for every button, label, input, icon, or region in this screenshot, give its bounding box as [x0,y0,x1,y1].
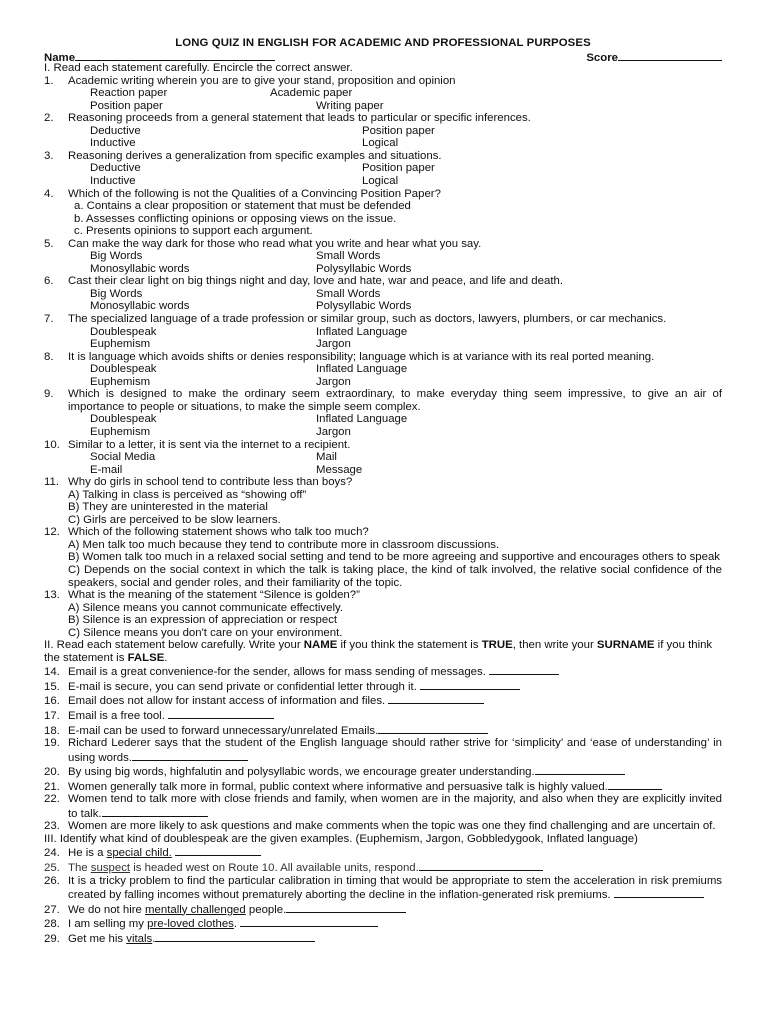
q5-option-a[interactable]: Big Words [90,250,143,263]
q13-number: 13. [44,589,60,602]
q1-option-a[interactable]: Reaction paper [90,87,168,100]
question-7 [44,313,722,326]
q29-text-pre: Get me his [68,932,127,945]
name-score-row [44,50,722,63]
q9-options-row-1 [44,413,722,426]
question-3 [44,150,722,163]
question-2 [44,112,722,125]
name-blank[interactable] [75,50,275,61]
q25-answer-blank[interactable] [419,860,543,871]
q7-option-b[interactable]: Inflated Language [316,325,408,338]
q2-number: 2. [44,112,54,125]
q8-number: 8. [44,350,54,363]
question-11 [44,476,722,489]
question-10 [44,439,722,452]
q10-option-b[interactable]: Mail [316,451,337,464]
q12-option-a[interactable]: A) Men talk too much because they tend to contribute more in classroom discussions. [68,538,500,551]
part2-instruction-surname: SURNAME [596,639,655,652]
q5-options-row-1 [44,250,722,263]
q3-option-b[interactable]: Position paper [362,162,435,175]
q9-option-d[interactable]: Jargon [316,425,351,438]
q10-option-d[interactable]: Message [316,463,363,476]
question-19 [44,737,722,764]
q11-option-a[interactable]: A) Talking in class is perceived as “showing off” [68,488,307,501]
q9-number: 9. [44,388,54,401]
q25-text-post: is headed west on Route 10. All available units, respond. [130,862,419,874]
q8-option-c[interactable]: Euphemism [90,375,151,388]
q21-answer-blank[interactable] [608,779,662,790]
q13-option-c[interactable]: C) Silence means you don't care on your environment. [68,626,343,639]
q13-option-b[interactable]: B) Silence is an expression of appreciation or respect [68,614,338,627]
q4-option-a[interactable]: a. Contains a clear proposition or statement that must be defended [74,200,411,213]
q7-text: The specialized language of a trade profession or similar group, such as doctors, lawyers, plumbers, or car mechanics. [68,313,667,326]
q7-options-row-2 [44,338,722,351]
q6-text: Cast their clear light on big things night and day, love and hate, war and peace, and life and death. [68,275,563,288]
q1-option-b[interactable]: Academic paper [270,87,353,100]
part2-instruction [44,639,722,664]
q3-option-c[interactable]: Inductive [90,175,136,188]
question-21 [44,779,722,794]
q5-number: 5. [44,237,54,250]
q16-text: Email does not allow for instant access of information and files. [68,695,386,708]
question-18 [44,723,722,738]
quiz-title: LONG QUIZ IN ENGLISH FOR ACADEMIC AND PROFESSIONAL PURPOSES [175,37,591,49]
q24-text-pre: He is a [68,847,107,860]
q22-text: Women tend to talk more with close friends and family, when women are in the majority, and also when they are explicitly invited to talk. [68,793,722,820]
question-6 [44,275,722,288]
q19-answer-blank[interactable] [132,750,248,761]
q28-text-pre: I am selling my [68,918,148,931]
q24-underlined: special child. [106,847,172,860]
q21-number: 21. [44,780,60,793]
question-8 [44,351,722,364]
q12-text: Which of the following statement shows who talk too much? [68,526,369,539]
q5-options-row-2 [44,263,722,276]
q25-text-pre: The [68,862,91,874]
q25-number: 25. [44,862,60,874]
question-16 [44,693,722,708]
q20-text: By using big words, highfalutin and polysyllabic words, we encourage greater understanding. [68,766,535,779]
q21-text: Women generally talk more in formal, public context where informative and persuasive talk is highly valued. [68,780,608,793]
q3-options-row-2 [44,175,722,188]
q9-options-row-2 [44,426,722,439]
q20-answer-blank[interactable] [535,764,625,775]
question-12 [44,526,722,539]
part2-instruction-text-3: , then write your [512,639,597,652]
q17-answer-blank[interactable] [168,708,274,719]
score-blank[interactable] [618,50,722,61]
question-13 [44,589,722,602]
q2-options-row-1 [44,125,722,138]
part1-instruction: I. Read each statement carefully. Encircle the correct answer. [44,62,353,75]
question-4 [44,188,722,201]
question-17 [44,708,722,723]
part2-instruction-true: TRUE [481,639,513,652]
q5-option-d[interactable]: Polysyllabic Words [316,262,412,275]
q29-underlined: vitals [126,932,153,945]
q26-text: It is a tricky problem to find the particular calibration in timing that would be appropriate to stem the acceleration in risk premiums created by falling incomes without prematurely aborting the decline in the inflation-generated risk premiums. [68,874,722,902]
q5-option-b[interactable]: Small Words [316,250,381,263]
q3-number: 3. [44,149,54,162]
q3-text: Reasoning derives a generalization from specific examples and situations. [68,149,442,162]
q8-options-row-2 [44,376,722,389]
q24-number: 24. [44,847,60,860]
q15-answer-blank[interactable] [420,679,520,690]
q19-text: Richard Lederer says that the student of the English language should rather strive for ‘simplicity’ and ‘ease of understanding’ in using words. [68,737,722,764]
q28-underlined: pre-loved clothes [147,918,234,931]
part2-instruction-text-4: if you think the statement is [44,639,713,664]
q28-answer-blank[interactable] [240,916,378,927]
q2-option-a[interactable]: Deductive [90,124,141,137]
quiz-page [44,37,722,945]
q23-number: 23. [44,820,60,833]
question-23 [44,820,722,833]
q7-option-c[interactable]: Euphemism [90,338,151,351]
q18-number: 18. [44,724,60,737]
q29-number: 29. [44,932,60,945]
q27-text-post: people. [245,903,287,916]
q18-text: E-mail can be used to forward unnecessary/unrelated Emails. [68,724,379,737]
q14-text: Email is a great convenience-for the sender, allows for mass sending of messages. [68,666,486,679]
question-1 [44,75,722,88]
q26-answer-blank[interactable] [614,887,704,898]
q12-number: 12. [44,526,60,539]
q27-underlined: mentally challenged [145,903,246,916]
q8-option-a[interactable]: Doublespeak [90,363,157,376]
q2-options-row-2 [44,137,722,150]
q17-number: 17. [44,709,60,722]
part2-instruction-name: NAME [303,639,338,652]
q10-option-c[interactable]: E-mail [90,463,123,476]
q1-options-row-1 [44,87,722,100]
q8-options-row-1 [44,363,722,376]
q28-text-post: . [233,918,238,931]
q1-option-d[interactable]: Writing paper [316,99,384,112]
q13-text: What is the meaning of the statement “Silence is golden?” [68,589,360,602]
q11-option-b[interactable]: B) They are uninterested in the material [68,501,268,514]
q1-text: Academic writing wherein you are to give your stand, proposition and opinion [68,74,456,87]
q7-options-row-1 [44,326,722,339]
q6-number: 6. [44,275,54,288]
q19-number: 19. [44,737,60,750]
q27-text-pre: We do not hire [68,903,146,916]
q9-option-b[interactable]: Inflated Language [316,413,408,426]
q3-option-d[interactable]: Logical [362,175,399,188]
q29-text-post: . [152,932,156,945]
q24-answer-blank[interactable] [175,845,261,856]
q8-option-d[interactable]: Jargon [316,375,351,388]
q6-option-b[interactable]: Small Words [316,287,381,300]
part2-instruction-false: FALSE [127,651,165,664]
q22-answer-blank[interactable] [102,806,208,817]
part2-instruction-text-2: if you think the statement is [337,639,482,652]
q2-option-b[interactable]: Position paper [362,124,435,137]
q4-option-c[interactable]: c. Presents opinions to support each argument. [74,225,313,238]
q2-text: Reasoning proceeds from a general statement that leads to particular or specific inferences. [68,112,531,125]
part3-instruction: III. Identify what kind of doublespeak are the given examples. (Euphemism, Jargon, Gobbledygook, Inflated language) [44,832,638,845]
question-27 [44,902,722,917]
q10-option-a[interactable]: Social Media [90,451,156,464]
question-20 [44,764,722,779]
q4-text: Which of the following is not the Qualities of a Convincing Position Paper? [68,187,441,200]
q16-answer-blank[interactable] [388,693,484,704]
q4-number: 4. [44,187,54,200]
part2-instruction-text-5: . [164,651,168,664]
question-25 [44,860,722,875]
question-28 [44,916,722,931]
q6-option-a[interactable]: Big Words [90,287,143,300]
q14-number: 14. [44,666,60,679]
score-label: Score [586,51,618,64]
q7-option-a[interactable]: Doublespeak [90,325,157,338]
question-5 [44,238,722,251]
part2-instruction-text-1: II. Read each statement below carefully. Write your [44,639,304,652]
q18-answer-blank[interactable] [378,723,488,734]
question-9 [44,388,722,413]
q7-option-d[interactable]: Jargon [316,338,351,351]
q8-option-b[interactable]: Inflated Language [316,363,408,376]
q10-options-row-2 [44,464,722,477]
q27-number: 27. [44,903,60,916]
q2-option-c[interactable]: Inductive [90,137,136,150]
q6-options-row-2 [44,300,722,313]
q26-number: 26. [44,874,60,887]
q9-option-c[interactable]: Euphemism [90,425,151,438]
q27-answer-blank[interactable] [286,902,406,913]
q20-number: 20. [44,766,60,779]
q14-answer-blank[interactable] [489,664,559,675]
q3-option-a[interactable]: Deductive [90,162,141,175]
q5-option-c[interactable]: Monosyllabic words [90,262,190,275]
q10-options-row-1 [44,451,722,464]
name-label: Name [44,51,76,64]
q3-options-row-1 [44,162,722,175]
q11-number: 11. [44,476,59,489]
q1-option-c[interactable]: Position paper [90,99,163,112]
question-14 [44,664,722,679]
q25-underlined: suspect [90,862,131,874]
q12-option-b[interactable]: B) Women talk too much in a relaxed social setting and tend to be more agreeing and supportive and encourages others to speak [68,551,720,564]
q9-text: Which is designed to make the ordinary seem extraordinary, to make everyday thing seem impressive, to give an air of importance to people or situations, to make the simple seem complex. [68,388,722,413]
q16-number: 16. [44,695,60,708]
q2-option-d[interactable]: Logical [362,137,399,150]
q1-number: 1. [44,74,54,87]
q13-option-a[interactable]: A) Silence means you cannot communicate effectively. [68,601,343,614]
question-26 [44,875,722,902]
question-15 [44,679,722,694]
q11-text: Why do girls in school tend to contribute less than boys? [68,476,353,489]
question-24 [44,845,722,860]
q29-answer-blank[interactable] [155,931,315,942]
question-22 [44,793,722,820]
q11-option-c[interactable]: C) Girls are perceived to be slow learners. [68,513,281,526]
q10-text: Similar to a letter, it is sent via the internet to a recipient. [68,438,351,451]
q8-text: It is language which avoids shifts or denies responsibility; language which is at variance with its real ported meaning. [68,350,655,363]
q23-text: Women are more likely to ask questions and make comments when the topic was one they find challenging and are uncertain of. [68,820,716,833]
q10-number: 10. [44,438,60,451]
q5-text: Can make the way dark for those who read what you write and hear what you say. [68,237,482,250]
q7-number: 7. [44,313,54,326]
q4-option-b[interactable]: b. Assesses conflicting opinions or opposing views on the issue. [74,212,397,225]
q15-text: E-mail is secure, you can send private or confidential letter through it. [68,680,417,693]
q6-options-row-1 [44,288,722,301]
q6-option-c[interactable]: Monosyllabic words [90,300,190,313]
q17-text: Email is a free tool. [68,709,165,722]
q15-number: 15. [44,680,60,693]
q28-number: 28. [44,918,60,931]
q12-option-c[interactable]: C) Depends on the social context in which the talk is taking place, the kind of talk involved, the relative social confidence of the speakers, social and gender roles, and their familiarity of the topic. [68,563,722,589]
q22-number: 22. [44,793,60,806]
question-29 [44,931,722,946]
q6-option-d[interactable]: Polysyllabic Words [316,300,412,313]
q9-option-a[interactable]: Doublespeak [90,413,157,426]
q1-options-row-2 [44,100,722,113]
